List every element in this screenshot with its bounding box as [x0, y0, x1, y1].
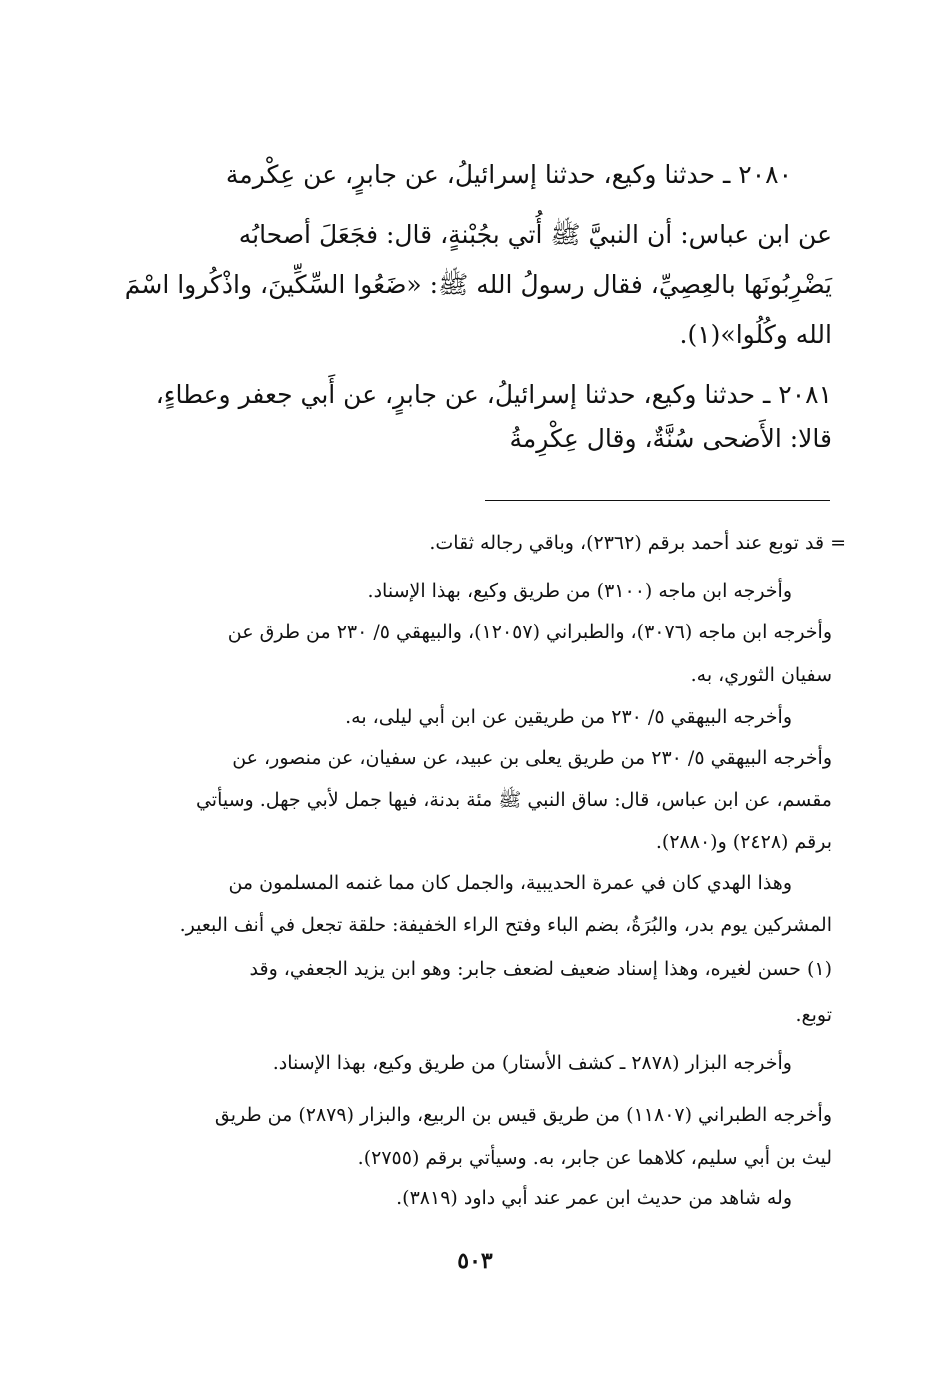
hadith-2080-line-1: ٢٠٨٠ ـ حدثنا وكيع، حدثنا إسرائيلُ، عن جابرٍ، عن عِكْرمة	[225, 160, 792, 189]
footnote-line-1: = قد توبع عند أحمد برقم (٢٣٦٢)، وباقي رجاله ثقات.	[429, 532, 846, 554]
footnote-line-9: وهذا الهدي كان في عمرة الحديبية، والجمل كان مما غنمه المسلمون من	[228, 872, 792, 894]
footnote-line-7: مقسم، عن ابن عباس، قال: ساق النبي ﷺ مئة بدنة، فيها جمل لأبي جهل. وسيأتي	[195, 789, 832, 811]
hadith-2081-line-1: ٢٠٨١ ـ حدثنا وكيع، حدثنا إسرائيلُ، عن جابرٍ، عن أَبي جعفر وعطاءٍ،	[155, 380, 832, 409]
footnote-separator	[485, 500, 830, 501]
hadith-2081-line-2: قالا: الأَضحى سُنَّةٌ، وقال عِكْرِمةُ	[509, 424, 832, 453]
hadith-2080-line-3: يَضْرِبُونَها بالعِصِيِّ، فقال رسولُ الله ﷺ: «ضَعُوا السِّكِّينَ، واذْكُروا اسْمَ	[124, 270, 832, 299]
page-number: ٥٠٣	[457, 1248, 493, 1274]
footnote-line-13: وأخرجه البزار (٢٨٧٨ ـ كشف الأستار) من طريق وكيع، بهذا الإسناد.	[272, 1052, 792, 1074]
footnote-line-10: المشركين يوم بدر، والبُرَةُ، بضم الباء وفتح الراء الخفيفة: حلقة تجعل في أنف البعير.	[179, 914, 832, 936]
footnote-line-2: وأخرجه ابن ماجه (٣١٠٠) من طريق وكيع، بهذا الإسناد.	[367, 580, 792, 602]
footnote-line-6: وأخرجه البيهقي ٥/ ٢٣٠ من طريق يعلى بن عبيد، عن سفيان، عن منصور، عن	[232, 747, 832, 769]
hadith-2080-line-2: عن ابن عباس: أن النبيَّ ﷺ أُتي بجُبْنةٍ، قال: فجَعَلَ أصحابُه	[238, 220, 832, 249]
hadith-2080-line-4: الله وكُلُوا»(١).	[679, 320, 832, 349]
footnote-line-16: وله شاهد من حديث ابن عمر عند أبي داود (٣٨١٩).	[396, 1187, 792, 1209]
footnote-line-15: ليث بن أبي سليم، كلاهما عن جابر، به. وسيأتي برقم (٢٧٥٥).	[357, 1147, 832, 1169]
footnote-line-14: وأخرجه الطبراني (١١٨٠٧) من طريق قيس بن الربيع، والبزار (٢٨٧٩) من طريق	[214, 1104, 832, 1126]
footnote-line-8: برقم (٢٤٢٨) و(٢٨٨٠).	[655, 831, 832, 853]
footnote-line-11: (١) حسن لغيره، وهذا إسناد ضعيف لضعف جابر: وهو ابن يزيد الجعفي، وقد	[249, 958, 832, 980]
footnote-line-5: وأخرجه البيهقي ٥/ ٢٣٠ من طريقين عن ابن أبي ليلى، به.	[345, 706, 792, 728]
footnote-line-12: توبع.	[795, 1004, 832, 1026]
footnote-line-4: سفيان الثوري، به.	[690, 664, 832, 686]
footnote-line-3: وأخرجه ابن ماجه (٣٠٧٦)، والطبراني (١٢٠٥٧)، والبيهقي ٥/ ٢٣٠ من طرق عن	[227, 621, 832, 643]
